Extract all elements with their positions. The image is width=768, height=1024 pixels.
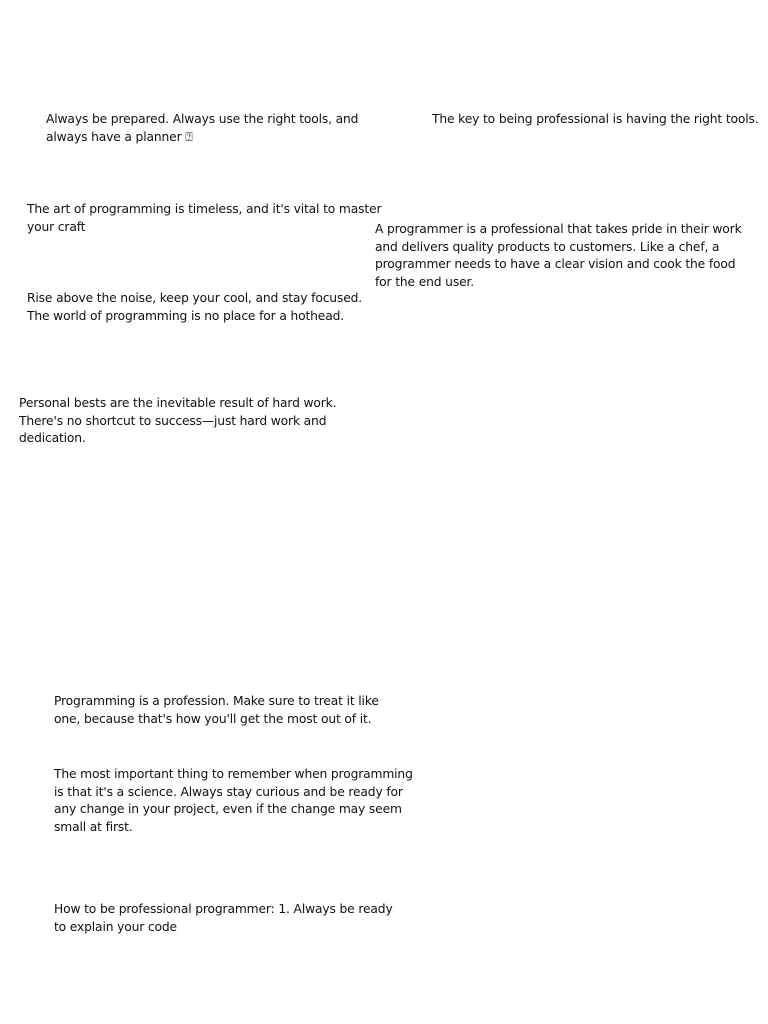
note-rise-above-noise: Rise above the noise, keep your cool, and stay focused. The world of programming is no place for a hothead. xyxy=(27,291,363,323)
note-personal-bests: Personal bests are the inevitable result of hard work. There's no shortcut to success—just hard work and dedication. xyxy=(19,396,337,445)
note-right-tools: The key to being professional is having the right tools. xyxy=(432,112,759,126)
note-programming-is-profession: Programming is a profession. Make sure to treat it like one, because that's how you'll get the most out of it. xyxy=(54,694,379,726)
note-programmer-like-chef: A programmer is a professional that takes pride in their work and delivers quality products to customers. Like a chef, a programmer needs to have a clear vision and cook the food for the end user. xyxy=(375,222,742,289)
note-art-of-programming: The art of programming is timeless, and it's vital to master your craft xyxy=(27,202,382,234)
note-always-be-prepared: Always be prepared. Always use the right tools, and always have a planner ⍰ xyxy=(46,112,359,144)
note-programming-is-science: The most important thing to remember when programming is that it's a science. Always stay curious and be ready for any change in your project, even if the change may seem small at first. xyxy=(54,767,413,834)
note-explain-your-code: How to be professional programmer: 1. Always be ready to explain your code xyxy=(54,902,393,934)
